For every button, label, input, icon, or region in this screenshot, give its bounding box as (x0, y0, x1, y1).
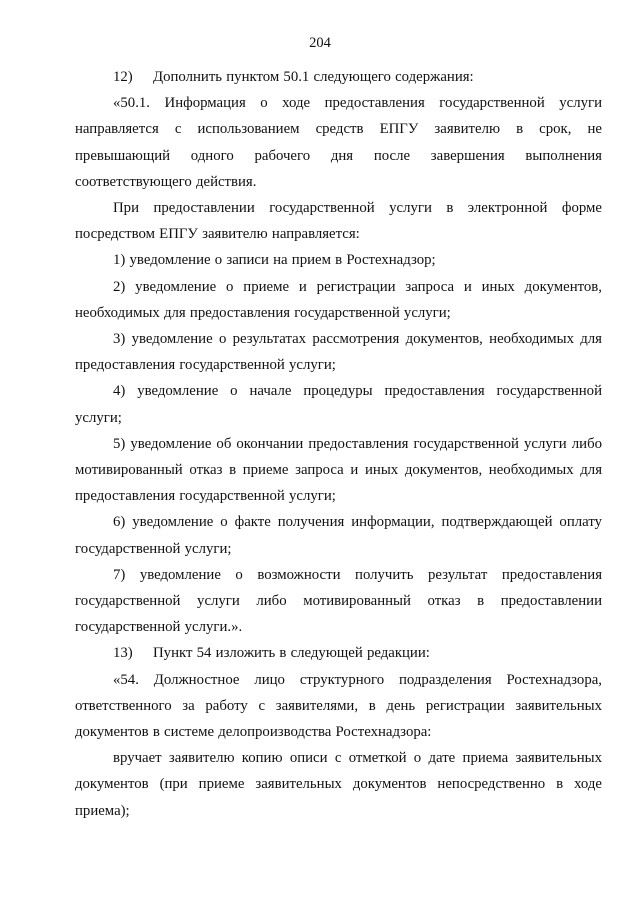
item-number: 13) (113, 645, 133, 662)
paragraph-text: Дополнить пунктом 50.1 следующего содержания: (153, 69, 474, 85)
paragraph-item-13 (75, 640, 602, 666)
document-body (75, 64, 602, 824)
paragraph-50-1: «50.1. Информация о ходе предоставления государственной услуги направляется с использованием средств ЕПГУ заявителю в срок, не превышающий одного рабочего дня после завершения выполнения соответствующего действия. (75, 95, 602, 190)
paragraph-text: Пункт 54 изложить в следующей редакции: (153, 645, 430, 662)
paragraph-54: «54. Должностное лицо структурного подразделения Ростехнадзора, ответственного за работу с заявителями, в день регистрации заявительных документов в системе делопроизводства Ростехнадзора: (75, 671, 602, 741)
item-number: 12) (113, 69, 133, 85)
list-item-6: 6) уведомление о факте получения информации, подтверждающей оплату государственной услуги; (75, 514, 602, 557)
page-number: 204 (309, 35, 331, 51)
list-item-2: 2) уведомление о приеме и регистрации запроса и иных документов, необходимых для предоставления государственной услуги; (75, 278, 602, 321)
paragraph-item-12 (75, 64, 602, 90)
list-item-4: 4) уведомление о начале процедуры предоставления государственной услуги; (75, 383, 602, 426)
list-item-5: 5) уведомление об окончании предоставления государственной услуги либо мотивированный отказ в приеме запроса и иных документов, необходимых для предоставления государственной услуги; (75, 435, 602, 505)
list-item-7: 7) уведомление о возможности получить результат предоставления государственной услуги либо мотивированный отказ в предоставлении государственной услуги.». (75, 566, 602, 636)
list-item-3: 3) уведомление о результатах рассмотрения документов, необходимых для предоставления государственной услуги; (75, 331, 602, 374)
paragraph-epgu-notifications-intro: При предоставлении государственной услуги в электронной форме посредством ЕПГУ заявителю направляется: (75, 200, 602, 243)
paragraph-copy-of-inventory: вручает заявителю копию описи с отметкой о дате приема заявительных документов (при приеме заявительных документов непосредственно в ходе приема); (75, 750, 602, 819)
list-item-1: 1) уведомление о записи на прием в Ростехнадзор; (113, 252, 436, 269)
